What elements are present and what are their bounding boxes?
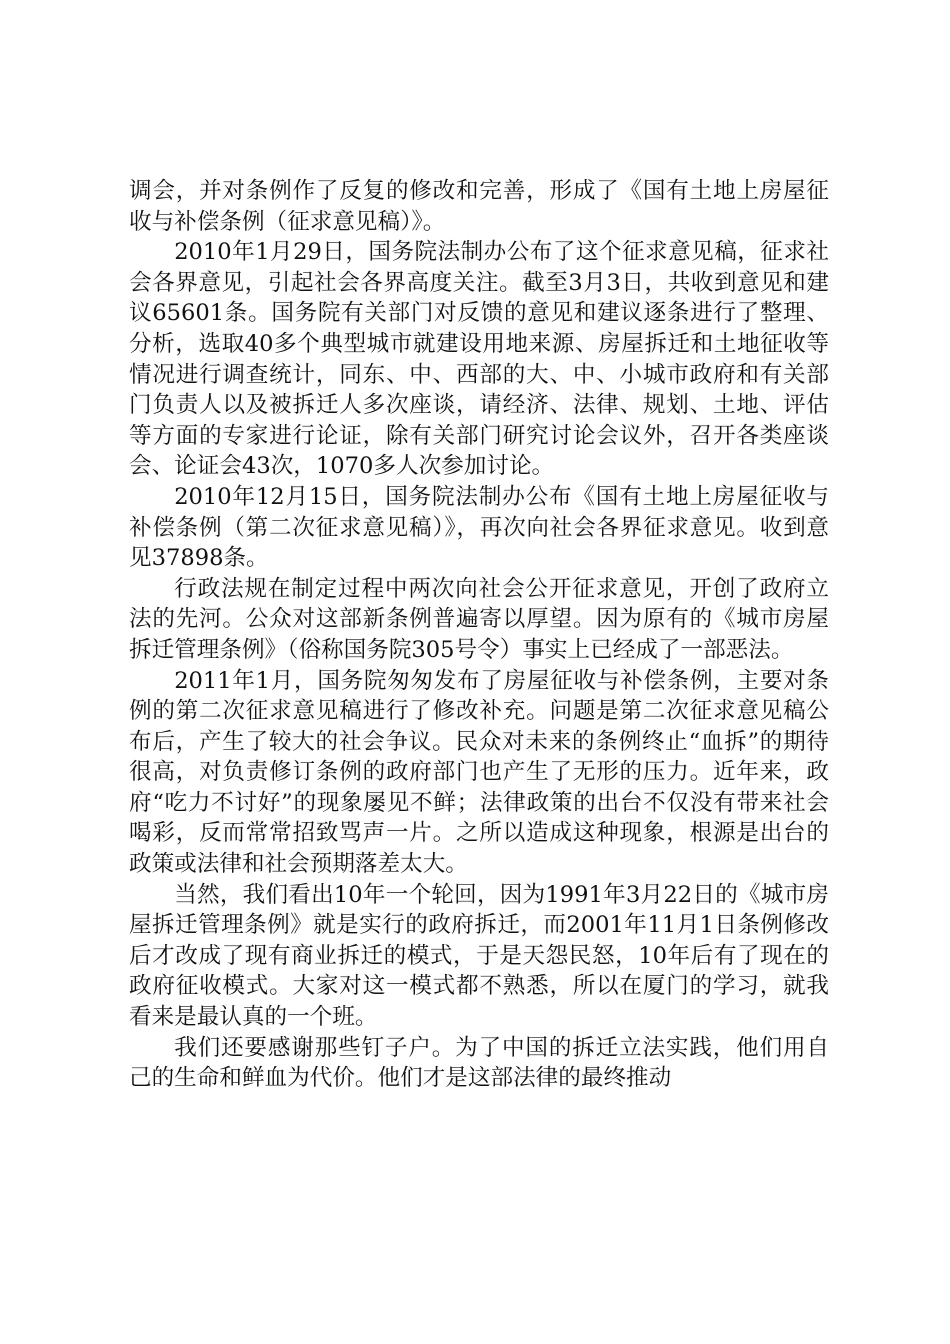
paragraph-1: 调会，并对条例作了反复的修改和完善，形成了《国有土地上房屋征收与补偿条例（征求意见稿）》。 xyxy=(129,178,829,235)
paragraph-5: 2011年1月，国务院匆匆发布了房屋征收与补偿条例，主要对条例的第二次征求意见稿进行了修改补充。问题是第二次征求意见稿公布后，产生了较大的社会争议。民众对未来的条例终止“血拆”的期待很高，对负责修订条例的政府部门也产生了无形的压力。近年来，政府“吃力不讨好”的现象屡见不鲜；法律政策的出台不仅没有带来社会喝彩，反而常常招致骂声一片。之所以造成这种现象，根源是出台的政策或法律和社会预期落差太大。 xyxy=(129,667,829,878)
paragraph-2: 2010年1月29日，国务院法制办公布了这个征求意见稿，征求社会各界意见，引起社会各界高度关注。截至3月3日，共收到意见和建议65601条。国务院有关部门对反馈的意见和建议逐条进行了整理、分析，选取40多个典型城市就建设用地来源、房屋拆迁和土地征收等情况进行调查统计，同东、中、西部的大、中、小城市政府和有关部门负责人以及被拆迁人多次座谈，请经济、法律、规划、土地、评估等方面的专家进行论证，除有关部门研究讨论会议外，召开各类座谈会、论证会43次，1070多人次参加讨论。 xyxy=(129,239,829,480)
paragraph-6: 当然，我们看出10年一个轮回，因为1991年3月22日的《城市房屋拆迁管理条例》就是实行的政府拆迁，而2001年11月1日条例修改后才改成了现有商业拆迁的模式，于是天怨民怒，10年后有了现在的政府征收模式。大家对这一模式都不熟悉，所以在厦门的学习，就我看来是最认真的一个班。 xyxy=(129,881,829,1031)
paragraph-3: 2010年12月15日，国务院法制办公布《国有土地上房屋征收与补偿条例（第二次征求意见稿）》，再次向社会各界征求意见。收到意见37898条。 xyxy=(129,483,829,572)
paragraph-7: 我们还要感谢那些钉子户。为了中国的拆迁立法实践，他们用自己的生命和鲜血为代价。他们才是这部法律的最终推动 xyxy=(129,1034,829,1092)
paragraph-4: 行政法规在制定过程中两次向社会公开征求意见，开创了政府立法的先河。公众对这部新条例普遍寄以厚望。因为原有的《城市房屋拆迁管理条例》（俗称国务院305号令）事实上已经成了一部恶法。 xyxy=(129,575,829,663)
document-body xyxy=(129,176,829,1094)
